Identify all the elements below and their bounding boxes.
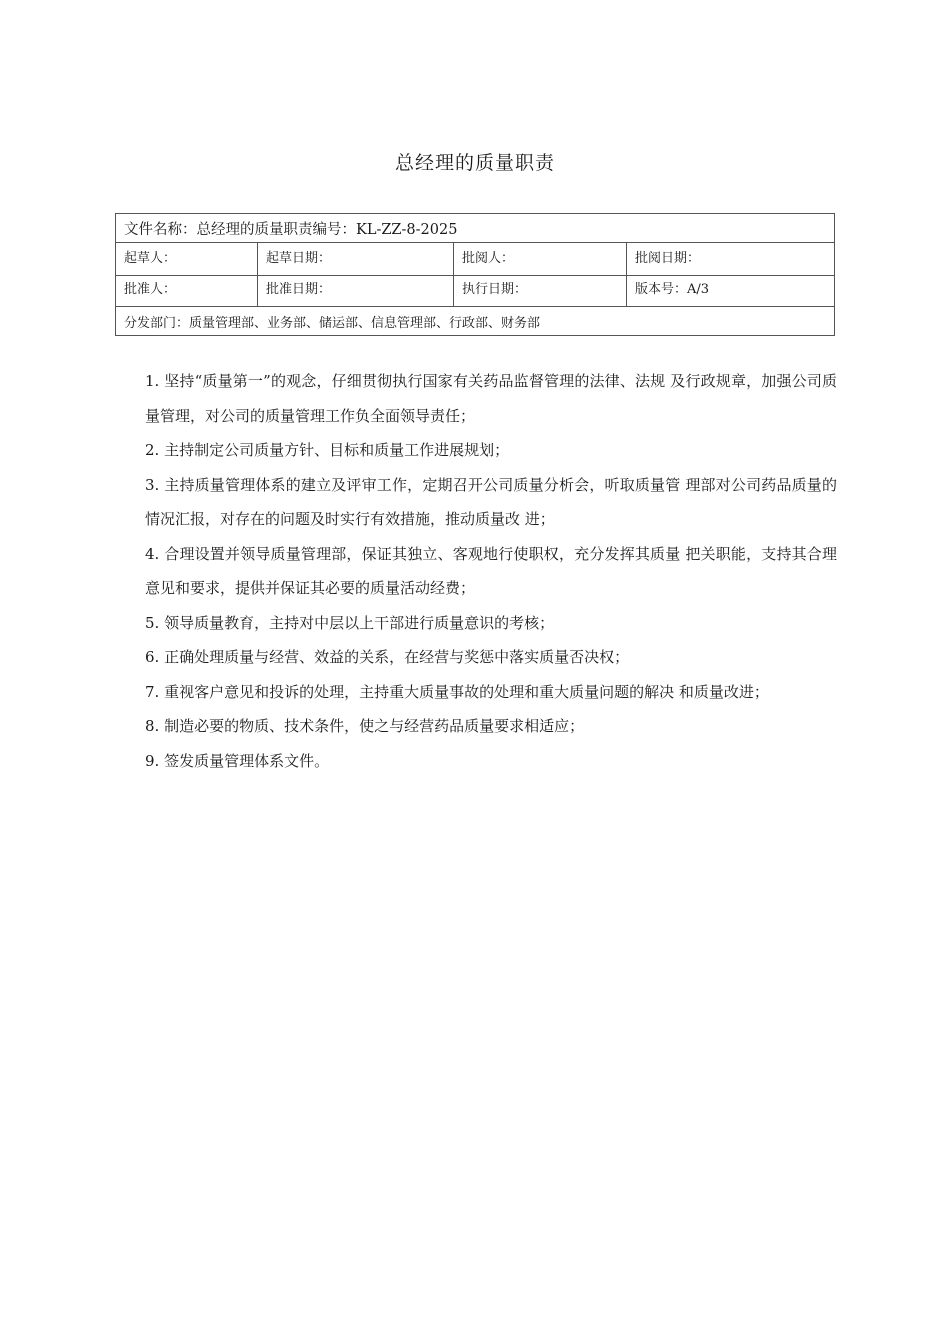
duty-item: 6. 正确处理质量与经营、效益的关系，在经营与奖惩中落实质量否决权； [145,648,630,666]
duty-item: 1. 坚持“质量第一”的观念，仔细贯彻执行国家有关药品监督管理的法律、法规 及行政规章，加强公司质量管理，对公司的质量管理工作负全面领导责任； [145,372,837,425]
effective-date-cell: 执行日期： [454,276,627,307]
duty-item: 3. 主持质量管理体系的建立及评审工作，定期召开公司质量分析会，听取质量管 理部对公司药品质量的情况汇报，对存在的问题及时实行有效措施，推动质量改 进； [145,475,837,528]
duty-item: 2. 主持制定公司质量方针、目标和质量工作进展规划； [145,441,510,459]
distribution-cell: 分发部门：质量管理部、业务部、储运部、信息管理部、行政部、财务部 [116,307,835,336]
approve-date-cell: 批准日期： [258,276,454,307]
distribution-row [116,307,835,336]
duty-item: 8. 制造必要的物质、技术条件，使之与经营药品质量要求相适应； [145,717,585,735]
duties-list [145,364,837,778]
document-title: 总经理的质量职责 [394,152,555,174]
file-name-cell: 文件名称：总经理的质量职责编号：KL-ZZ-8-2025 [116,214,835,243]
document-info-table [115,213,835,336]
duty-item: 5. 领导质量教育，主持对中层以上干部进行质量意识的考核； [145,613,555,632]
version-cell: 版本号：A/3 [627,276,835,307]
review-date-cell: 批阅日期： [627,243,835,276]
reviewer-cell: 批阅人： [454,243,627,276]
drafter-cell: 起草人： [116,243,258,276]
duty-item: 9. 签发质量管理体系文件。 [145,751,330,770]
file-name-row [116,214,835,243]
draft-row [116,243,835,276]
duty-item: 4. 合理设置并领导质量管理部，保证其独立、客观地行使职权，充分发挥其质量 把关职能，支持其合理意见和要求，提供并保证其必要的质量活动经费； [145,544,837,597]
draft-date-cell: 起草日期： [258,243,454,276]
approve-row [116,276,835,307]
duty-item: 7. 重视客户意见和投诉的处理，主持重大质量事故的处理和重大质量问题的解决 和质量改进； [145,682,769,701]
approver-cell: 批准人： [116,276,258,307]
